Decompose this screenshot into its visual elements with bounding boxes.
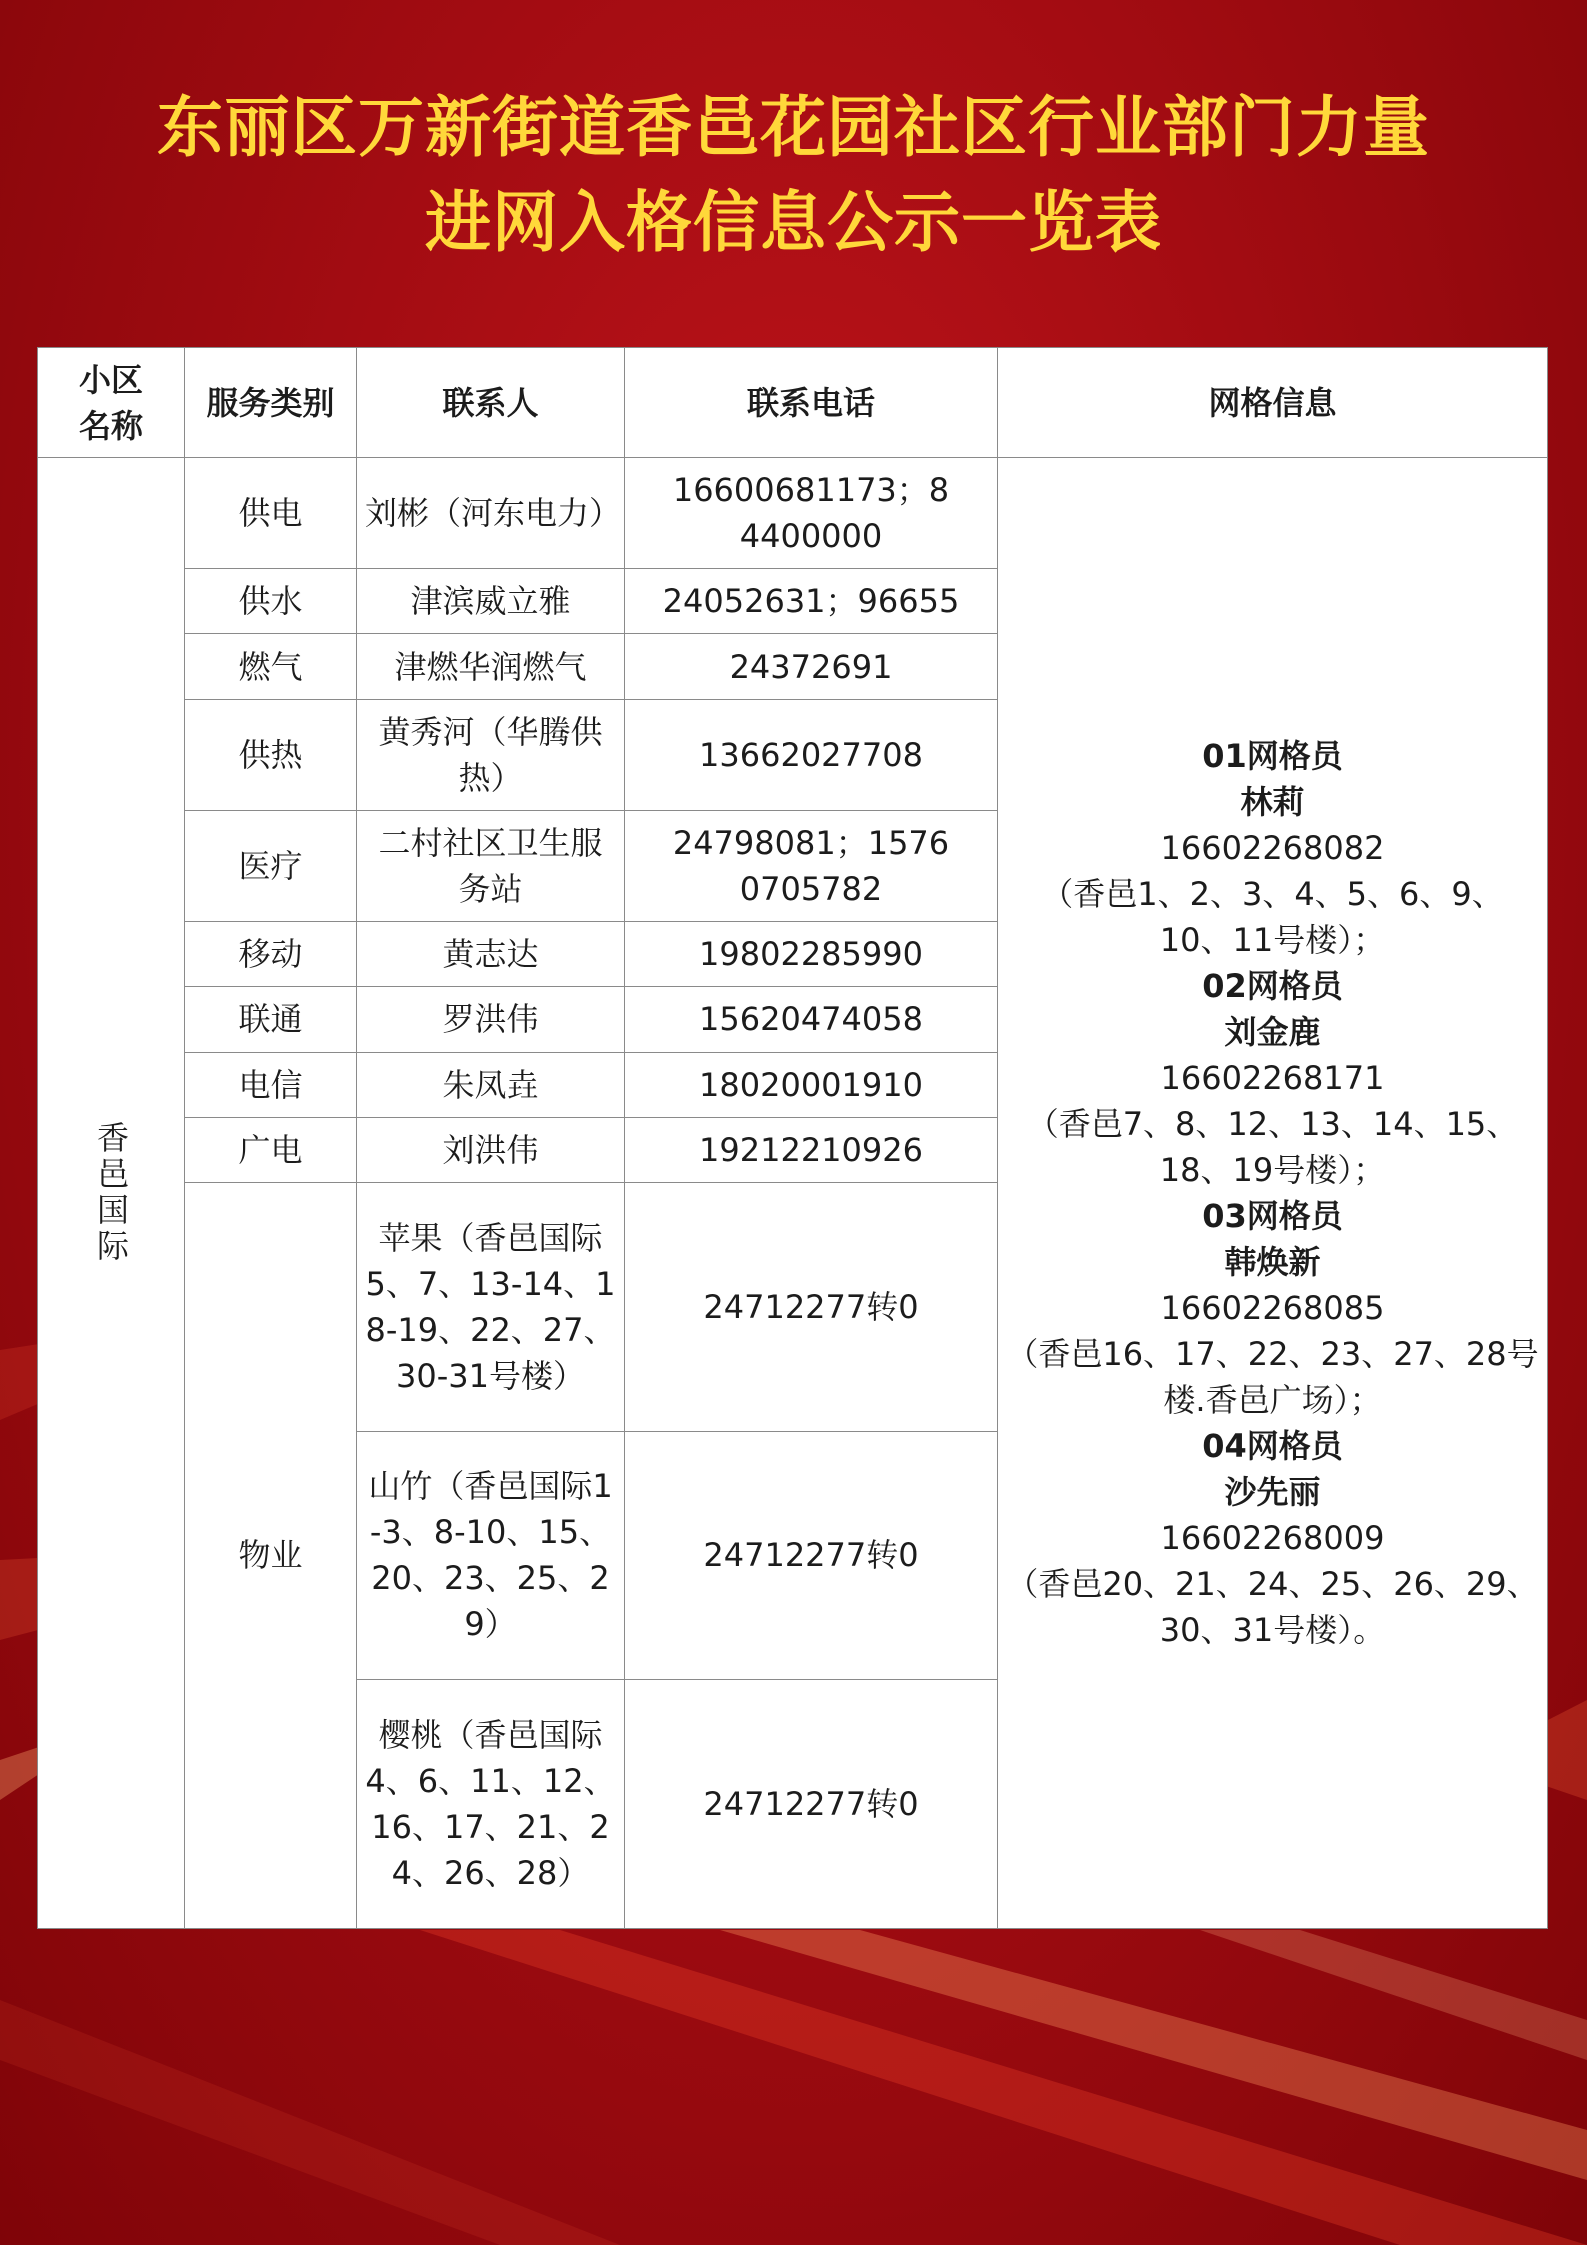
grid-member-range: （香邑20、21、24、25、26、29、30、31号楼）。 — [1006, 1565, 1539, 1649]
grid-member-name: 沙先丽 — [1224, 1473, 1321, 1511]
grid-member-block — [1006, 733, 1539, 963]
info-table — [37, 347, 1548, 1929]
contact-text: 黄秀河（华腾供热） — [378, 712, 603, 797]
phone-cell: 24712277转0 — [625, 1431, 998, 1680]
grid-info-cell — [998, 458, 1548, 1929]
contact-cell — [357, 1182, 625, 1431]
header-community: 小区名称 — [38, 348, 185, 458]
contact-cell: 罗洪伟 — [357, 987, 625, 1052]
page-title — [0, 80, 1587, 270]
community-name: 香邑国际 — [92, 1121, 130, 1265]
grid-member-block — [1006, 1423, 1539, 1653]
title-line-1: 东丽区万新街道香邑花园社区行业部门力量 — [157, 89, 1430, 166]
header-phone: 联系电话 — [625, 348, 998, 458]
contact-cell: 黄志达 — [357, 922, 625, 987]
table-header-row — [38, 348, 1548, 458]
phone-text: 16600681173；84400000 — [672, 471, 950, 556]
phone-cell: 24372691 — [625, 634, 998, 699]
header-grid: 网格信息 — [998, 348, 1548, 458]
phone-cell: 24712277转0 — [625, 1680, 998, 1929]
grid-member-phone: 16602268171 — [1160, 1059, 1385, 1097]
phone-cell: 18020001910 — [625, 1052, 998, 1117]
service-cell: 医疗 — [185, 810, 357, 921]
grid-member-range: （香邑16、17、22、23、27、28号楼.香邑广场）； — [1006, 1335, 1539, 1419]
contact-cell — [357, 1680, 625, 1929]
service-cell: 供电 — [185, 458, 357, 569]
phone-cell: 19802285990 — [625, 922, 998, 987]
title-line-2: 进网入格信息公示一览表 — [425, 184, 1162, 261]
service-cell: 联通 — [185, 987, 357, 1052]
grid-member-label: 01网格员 — [1202, 737, 1343, 775]
phone-cell — [625, 458, 998, 569]
contact-cell — [357, 810, 625, 921]
contact-cell — [357, 699, 625, 810]
service-cell: 广电 — [185, 1117, 357, 1182]
phone-text: 24798081；15760705782 — [672, 824, 950, 909]
grid-member-phone: 16602268085 — [1160, 1289, 1385, 1327]
contact-text: 刘彬（河东电力） — [365, 494, 622, 533]
contact-text: 山竹（香邑国际1-3、8-10、15、20、23、25、29） — [368, 1467, 613, 1644]
phone-cell: 15620474058 — [625, 987, 998, 1052]
grid-member-name: 林莉 — [1240, 783, 1305, 821]
phone-cell: 19212210926 — [625, 1117, 998, 1182]
grid-member-range: （香邑1、2、3、4、5、6、9、10、11号楼）； — [1041, 875, 1504, 959]
contact-cell — [357, 1431, 625, 1680]
service-cell: 电信 — [185, 1052, 357, 1117]
contact-text: 二村社区卫生服务站 — [378, 824, 603, 909]
service-cell: 供水 — [185, 569, 357, 634]
service-cell: 物业 — [185, 1182, 357, 1928]
grid-member-name: 刘金鹿 — [1224, 1013, 1321, 1051]
grid-member-label: 03网格员 — [1202, 1197, 1343, 1235]
grid-member-name: 韩焕新 — [1224, 1243, 1321, 1281]
contact-text: 樱桃（香邑国际4、6、11、12、16、17、21、24、26、28） — [365, 1716, 616, 1893]
grid-member-block — [1006, 963, 1539, 1193]
contact-cell: 津燃华润燃气 — [357, 634, 625, 699]
grid-member-label: 04网格员 — [1202, 1427, 1343, 1465]
table-row — [38, 458, 1548, 569]
service-cell: 燃气 — [185, 634, 357, 699]
phone-cell: 13662027708 — [625, 699, 998, 810]
grid-member-range: （香邑7、8、12、13、14、15、18、19号楼）； — [1026, 1105, 1519, 1189]
service-cell: 供热 — [185, 699, 357, 810]
service-cell: 移动 — [185, 922, 357, 987]
phone-cell — [625, 810, 998, 921]
contact-text: 苹果（香邑国际5、7、13-14、18-19、22、27、30-31号楼） — [365, 1218, 616, 1395]
grid-member-phone: 16602268009 — [1160, 1519, 1385, 1557]
phone-cell: 24712277转0 — [625, 1182, 998, 1431]
header-service: 服务类别 — [185, 348, 357, 458]
contact-cell: 刘洪伟 — [357, 1117, 625, 1182]
grid-member-label: 02网格员 — [1202, 967, 1343, 1005]
header-contact: 联系人 — [357, 348, 625, 458]
community-cell — [38, 458, 185, 1929]
contact-cell — [357, 458, 625, 569]
grid-member-block — [1006, 1193, 1539, 1423]
phone-cell: 24052631；96655 — [625, 569, 998, 634]
contact-cell: 朱凤垚 — [357, 1052, 625, 1117]
contact-cell: 津滨威立雅 — [357, 569, 625, 634]
grid-member-phone: 16602268082 — [1160, 829, 1385, 867]
